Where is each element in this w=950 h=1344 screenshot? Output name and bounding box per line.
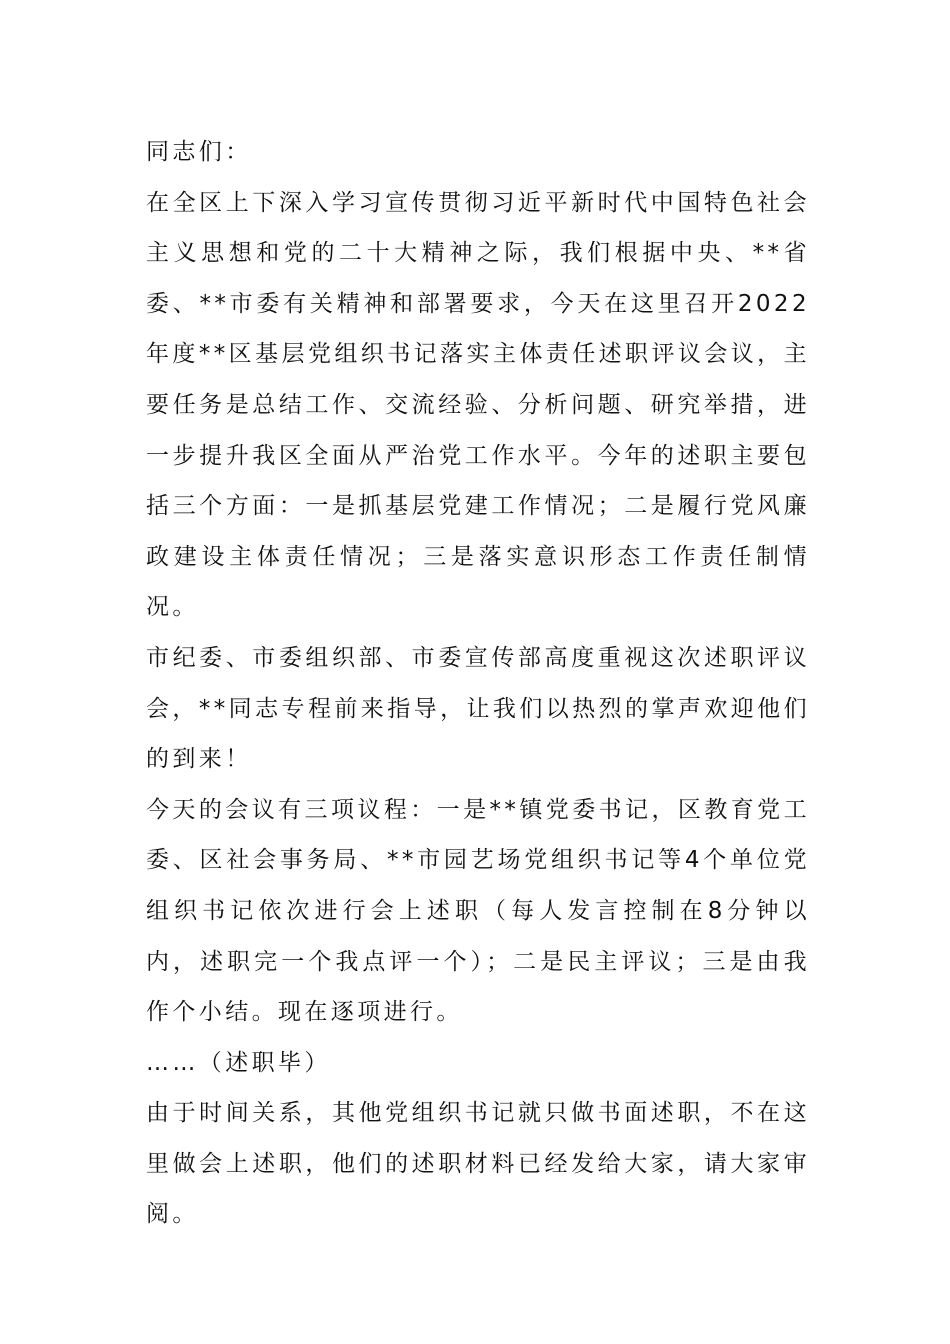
paragraph-reports-done: ……（述职毕） <box>146 1049 331 1076</box>
paragraph-welcome: 市纪委、市委组织部、市委宣传部高度重视这次述职评议会，**同志专程前来指导，让我们以热烈的掌声欢迎他们的到来！ <box>146 644 810 773</box>
salutation: 同志们： <box>146 139 252 165</box>
paragraph-opening: 在全区上下深入学习宣传贯彻习近平新时代中国特色社会主义思想和党的二十大精神之际，我们根据中央、**省委、**市委有关精神和部署要求，今天在这里召开2022年度**区基层党组织书记落实主体责任述职评议会议，主要任务是总结工作、交流经验、分析问题、研究举措，进一步提升我区全面从严治党工作水平。今年的述职主要包括三个方面：一是抓基层党建工作情况；二是履行党风廉政建设主体责任情况；三是落实意识形态工作责任制情况。 <box>146 189 810 621</box>
speech-text <box>146 127 810 1240</box>
paragraph-agenda: 今天的会议有三项议程：一是**镇党委书记，区教育党工委、区社会事务局、**市园艺场党组织书记等4个单位党组织书记依次进行会上述职（每人发言控制在8分钟以内，述职完一个我点评一个）；二是民主评议；三是由我作个小结。现在逐项进行。 <box>146 796 810 1026</box>
paragraph-written-reports: 由于时间关系，其他党组织书记就只做书面述职，不在这里做会上述职，他们的述职材料已经发给大家，请大家审阅。 <box>146 1100 810 1228</box>
